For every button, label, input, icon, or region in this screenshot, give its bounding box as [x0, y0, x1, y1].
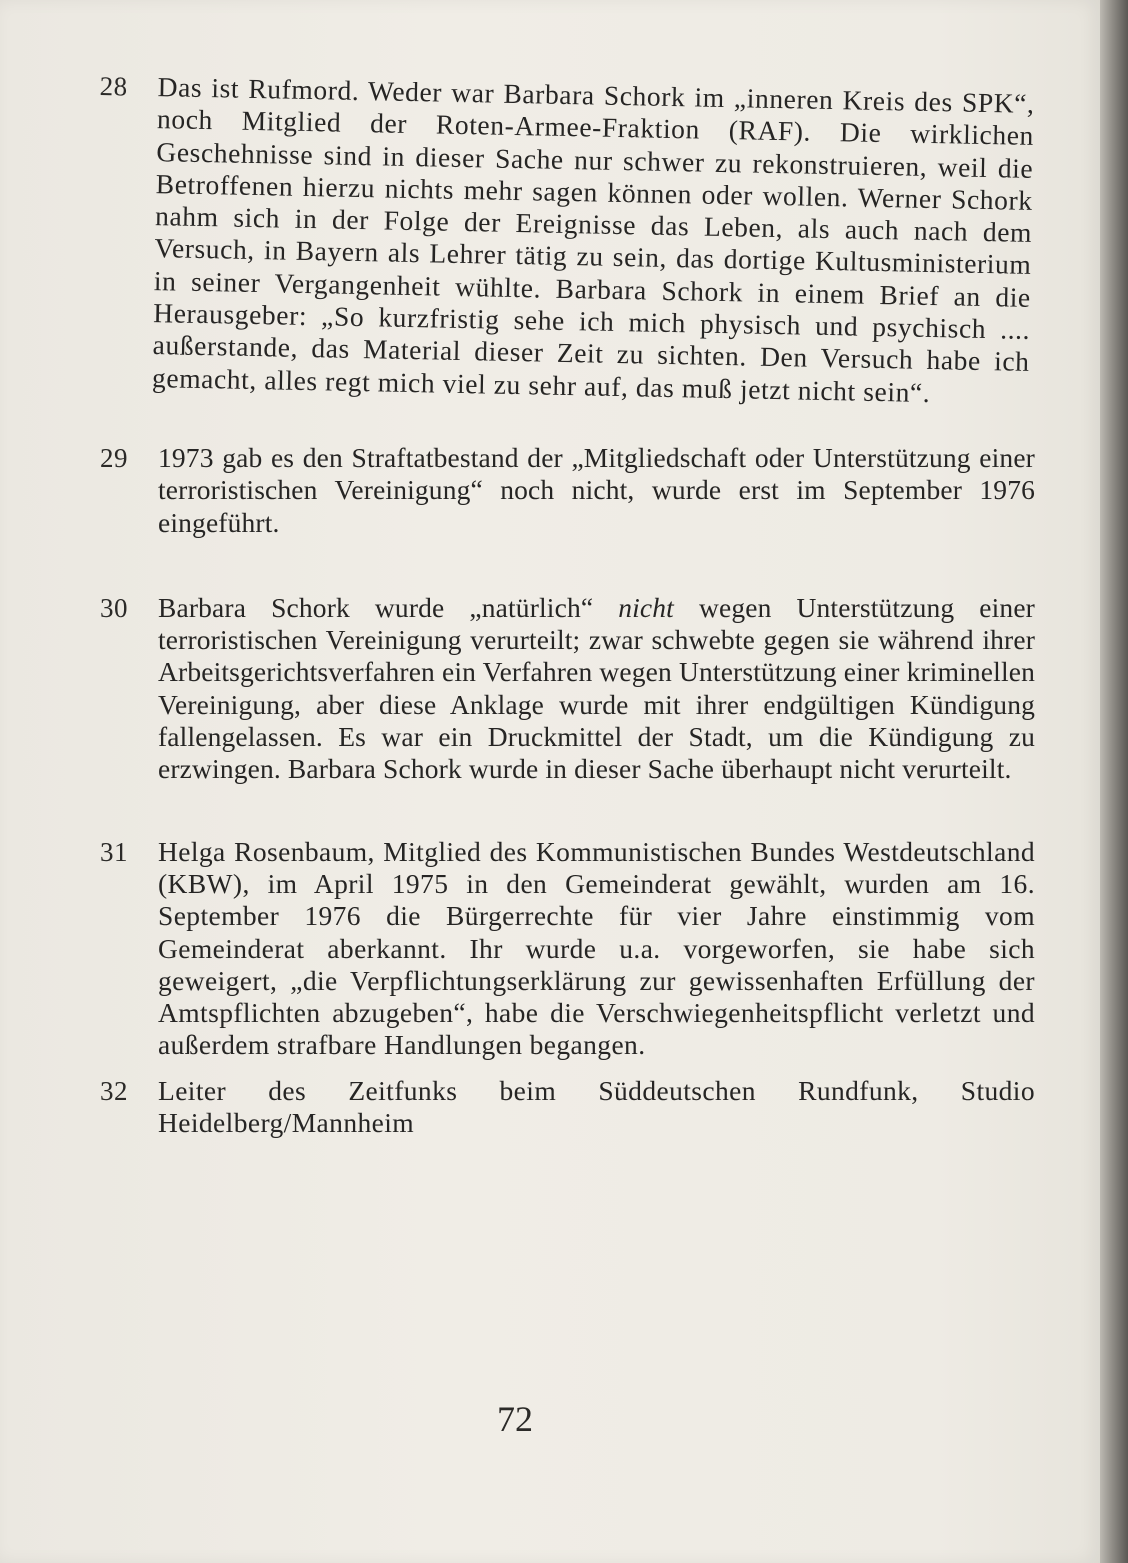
page-number: 72 [497, 1399, 533, 1439]
footnote-number: 28 [99, 70, 128, 102]
footnote-text: 1973 gab es den Straftatbestand der „Mitgliedschaft oder Unterstützung einer terroristischen Vereinigung“ noch nicht, wurde erst im September 1976 eingeführt. [158, 441, 1035, 538]
footnote-text: Leiter des Zeitfunks beim Süddeutschen Rundfunk, Studio Heidelberg/Mannheim [158, 1074, 1035, 1139]
footnote-text-before: Barbara Schork wurde „natürlich“ [158, 591, 619, 623]
footnote-number: 29 [100, 442, 128, 473]
footnote-number: 31 [100, 836, 128, 867]
footnote-29 [100, 442, 1035, 539]
footnote-30 [100, 592, 1035, 786]
footnote-text-after: wegen Unterstützung einer terroristischen Vereinigung verurteilt; zwar schwebte gegen sie während ihrer Arbeitsgerichtsverfahren ein Verfahren wegen Unterstützung einer kriminellen Vereinigung, aber diese Anklage wurde mit ihrer endgültigen Kündigung fallengelassen. Es war ein Druckmittel der Stadt, um die Kündigung zu erzwingen. Barbara Schork wurde in dieser Sache überhaupt nicht verurteilt. [158, 591, 1035, 785]
footnote-31 [100, 836, 1035, 1062]
footnote-number: 32 [100, 1075, 128, 1106]
footnote-32 [100, 1075, 1035, 1140]
footnote-text [158, 592, 1035, 786]
footnote-text: Das ist Rufmord. Weder war Barbara Schork im „inneren Kreis des SPK“, noch Mitglied der Roten-Armee-Fraktion (RAF). Die wirklichen Geschehnisse sind in dieser Sache nur schwer zu rekonstruieren, weil die Betroffenen hierzu nichts mehr sagen können oder wollen. Werner Schork nahm sich in der Folge der Ereignisse das Leben, als auch nach dem Versuch, in Bayern als Lehrer tätig zu sein, das dortige Kultusministerium in seiner Vergangenheit wühlte. Barbara Schork in einem Brief an die Herausgeber: „So kurzfristig sehe ich mich physisch und psychisch .... außerstande, das Material dieser Zeit zu sichten. Den Versuch habe ich gemacht, alles regt mich viel zu sehr auf, das muß jetzt nicht sein“. [151, 71, 1035, 408]
footnotes-list [100, 70, 1035, 1139]
page-edge-shadow [1100, 0, 1128, 1563]
footnote-28 [94, 70, 1035, 411]
footnote-number: 30 [100, 592, 128, 623]
footnote-text-emphasis: nicht [618, 591, 674, 623]
footnote-text: Helga Rosenbaum, Mitglied des Kommunistischen Bundes Westdeutschland (KBW), im April 1975 in den Gemeinderat gewählt, wurden am 16. September 1976 die Bürgerrechte für vier Jahre einstimmig vom Gemeinderat aberkannt. Ihr wurde u.a. vorgeworfen, sie habe sich geweigert, „die Verpflichtungserklärung zur gewissenhaften Erfüllung der Amtspflichten abzugeben“, habe die Verschwiegenheitspflicht verletzt und außerdem strafbare Handlungen begangen. [158, 835, 1035, 1061]
